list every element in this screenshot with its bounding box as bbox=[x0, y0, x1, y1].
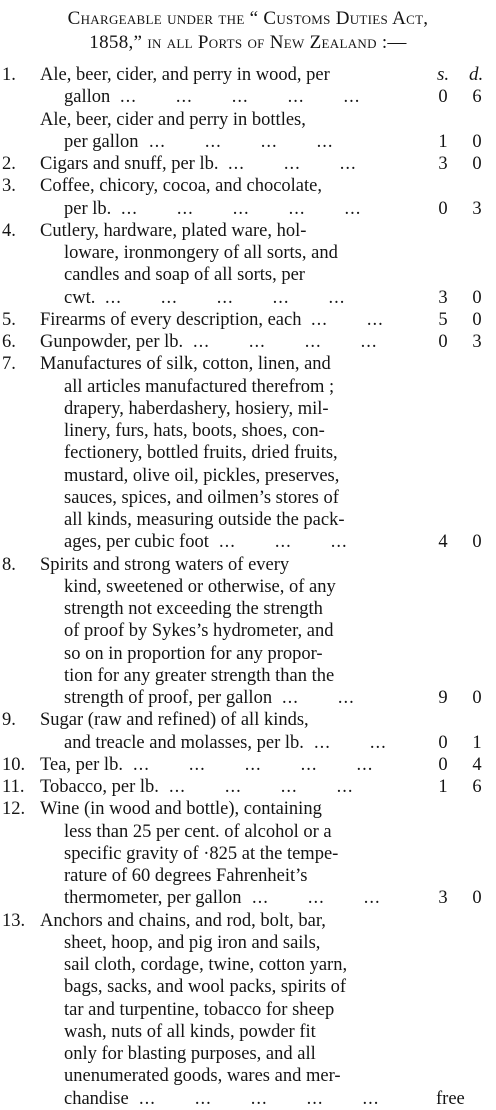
rate-shillings: 3 bbox=[438, 888, 448, 909]
heading-line-2: 1858,” in all Ports of New Zealand :— bbox=[89, 32, 407, 53]
item-number: 11. bbox=[2, 777, 25, 797]
item-text-line: Ale, beer, cider and perry in bottles, bbox=[40, 109, 306, 130]
item-text-line: cwt. bbox=[64, 287, 96, 308]
item-text-line: Sugar (raw and refined) of all kinds, bbox=[40, 710, 309, 731]
rate-pence: 4 bbox=[472, 754, 482, 775]
item-text-line: kind, sweetened or otherwise, of any bbox=[64, 576, 336, 597]
item-text-line: sheet, hoop, and pig iron and sails, bbox=[64, 932, 321, 953]
item-text-line: specific gravity of ·825 at the tempe- bbox=[64, 843, 339, 864]
item-text-line: all articles manufactured therefrom ; bbox=[64, 376, 335, 397]
item-number: 7. bbox=[2, 354, 16, 375]
item-text-line: so on in proportion for any propor- bbox=[64, 643, 323, 664]
item-text-line: all kinds, measuring outside the pack- bbox=[64, 510, 345, 530]
item-number: 10. bbox=[2, 754, 26, 775]
item-number: 5. bbox=[2, 309, 16, 330]
rate-shillings: 3 bbox=[438, 154, 448, 174]
dotted-leader: ... ... bbox=[314, 732, 387, 753]
item-text-line: gallon bbox=[64, 87, 111, 108]
pence-column-header: d. bbox=[469, 64, 484, 85]
rate-shillings: 1 bbox=[438, 777, 448, 797]
item-text-line: per lb. bbox=[64, 198, 112, 219]
rate-free: free bbox=[436, 1088, 465, 1109]
dotted-leader: ... ... bbox=[282, 688, 355, 708]
rate-shillings: 0 bbox=[438, 332, 448, 352]
item-text-line: strength not exceeding the strength bbox=[64, 599, 323, 619]
rate-pence: 0 bbox=[472, 287, 482, 308]
dotted-leader: ... ... ... ... ... bbox=[105, 287, 346, 308]
item-text-line: strength of proof, per gallon bbox=[64, 688, 273, 708]
item-text-line: fectionery, bottled fruits, dried fruits, bbox=[64, 443, 338, 464]
item-text-line: rature of 60 degrees Fahrenheit’s bbox=[64, 866, 308, 886]
dotted-leader: ... ... ... ... bbox=[169, 777, 354, 797]
item-text-line: unenumerated goods, wares and mer- bbox=[64, 1066, 341, 1087]
dotted-leader: ... ... ... bbox=[252, 888, 381, 909]
item-text-line: Firearms of every description, each bbox=[40, 309, 302, 330]
item-text-line: only for blasting purposes, and all bbox=[64, 1044, 316, 1064]
rate-shillings: 1 bbox=[438, 131, 448, 152]
rate-pence: 3 bbox=[472, 332, 482, 352]
heading-line-1: Chargeable under the “ Customs Duties Act, bbox=[67, 8, 429, 29]
item-text-line: mustard, olive oil, pickles, preserves, bbox=[64, 465, 340, 486]
item-text-line: ages, per cubic foot bbox=[64, 532, 209, 553]
rate-pence: 6 bbox=[472, 87, 482, 108]
item-text-line: bags, sacks, and wool packs, spirits of bbox=[64, 977, 347, 998]
rate-shillings: 9 bbox=[438, 688, 448, 708]
item-text-line: chandise bbox=[64, 1088, 129, 1109]
item-text-line: sail cloth, cordage, twine, cotton yarn, bbox=[64, 955, 348, 975]
item-number: 4. bbox=[2, 220, 16, 241]
dotted-leader: ... ... ... ... ... bbox=[139, 1088, 380, 1109]
item-number: 12. bbox=[2, 799, 26, 820]
item-text-line: drapery, haberdashery, hosiery, mil- bbox=[64, 398, 329, 419]
item-number: 9. bbox=[2, 710, 16, 731]
dotted-leader: ... ... bbox=[311, 309, 384, 330]
item-text-line: loware, ironmongery of all sorts, and bbox=[64, 243, 338, 263]
item-number: 8. bbox=[2, 554, 16, 575]
item-text-line: Spirits and strong waters of every bbox=[40, 554, 290, 575]
item-text-line: Ale, beer, cider, and perry in wood, per bbox=[40, 65, 330, 85]
item-number: 6. bbox=[2, 332, 16, 352]
rate-shillings: 0 bbox=[438, 87, 448, 108]
dotted-leader: ... ... ... ... ... bbox=[120, 87, 361, 108]
rate-shillings: 0 bbox=[438, 198, 448, 219]
item-number: 2. bbox=[2, 154, 16, 174]
item-text-line: tion for any greater strength than the bbox=[64, 665, 335, 686]
rate-pence: 0 bbox=[472, 888, 482, 909]
item-text-line: candles and soap of all sorts, per bbox=[64, 265, 305, 286]
rate-shillings: 0 bbox=[438, 754, 448, 775]
item-text-line: Anchors and chains, and rod, bolt, bar, bbox=[40, 910, 326, 931]
item-text-line: Cigars and snuff, per lb. bbox=[40, 154, 219, 174]
item-text-line: Wine (in wood and bottle), containing bbox=[40, 799, 322, 820]
item-text-line: wash, nuts of all kinds, powder fit bbox=[64, 1021, 316, 1042]
item-text-line: Coffee, chicory, cocoa, and chocolate, bbox=[40, 176, 322, 197]
item-text-line: Manufactures of silk, cotton, linen, and bbox=[40, 354, 331, 375]
rate-shillings: 5 bbox=[438, 309, 448, 330]
dotted-leader: ... ... ... ... bbox=[193, 332, 378, 352]
rate-pence: 0 bbox=[472, 131, 482, 152]
dotted-leader: ... ... ... bbox=[228, 154, 357, 174]
rate-pence: 0 bbox=[472, 309, 482, 330]
item-text-line: of proof by Sykes’s hydrometer, and bbox=[64, 621, 334, 642]
dotted-leader: ... ... ... ... ... bbox=[121, 198, 362, 219]
dotted-leader: ... ... ... ... bbox=[149, 131, 334, 152]
rate-shillings: 4 bbox=[438, 532, 448, 553]
item-text-line: sauces, spices, and oilmen’s stores of bbox=[64, 487, 339, 508]
item-number: 13. bbox=[2, 910, 26, 931]
shillings-column-header: s. bbox=[437, 64, 450, 85]
item-text-line: and treacle and molasses, per lb. bbox=[64, 732, 304, 753]
item-text-line: per gallon bbox=[64, 131, 139, 152]
item-text-line: Gunpowder, per lb. bbox=[40, 332, 184, 352]
item-number: 3. bbox=[2, 176, 16, 197]
item-text-line: less than 25 per cent. of alcohol or a bbox=[64, 821, 332, 842]
rate-pence: 0 bbox=[472, 688, 482, 708]
item-text-line: Cutlery, hardware, plated ware, hol- bbox=[40, 220, 307, 241]
rate-pence: 1 bbox=[472, 732, 482, 753]
rate-pence: 6 bbox=[472, 777, 482, 797]
dotted-leader: ... ... ... bbox=[219, 532, 348, 553]
dotted-leader: ... ... ... ... ... bbox=[133, 754, 374, 775]
rate-shillings: 3 bbox=[438, 287, 448, 308]
rate-pence: 3 bbox=[472, 198, 482, 219]
rate-pence: 0 bbox=[472, 154, 482, 174]
item-text-line: Tea, per lb. bbox=[40, 754, 123, 775]
item-text-line: Tobacco, per lb. bbox=[40, 777, 159, 797]
item-text-line: tar and turpentine, tobacco for sheep bbox=[64, 999, 335, 1020]
item-text-line: linery, furs, hats, boots, shoes, con- bbox=[64, 421, 325, 441]
item-number: 1. bbox=[2, 65, 16, 85]
rate-shillings: 0 bbox=[438, 732, 448, 753]
rate-pence: 0 bbox=[472, 532, 482, 553]
item-text-line: thermometer, per gallon bbox=[64, 888, 242, 909]
